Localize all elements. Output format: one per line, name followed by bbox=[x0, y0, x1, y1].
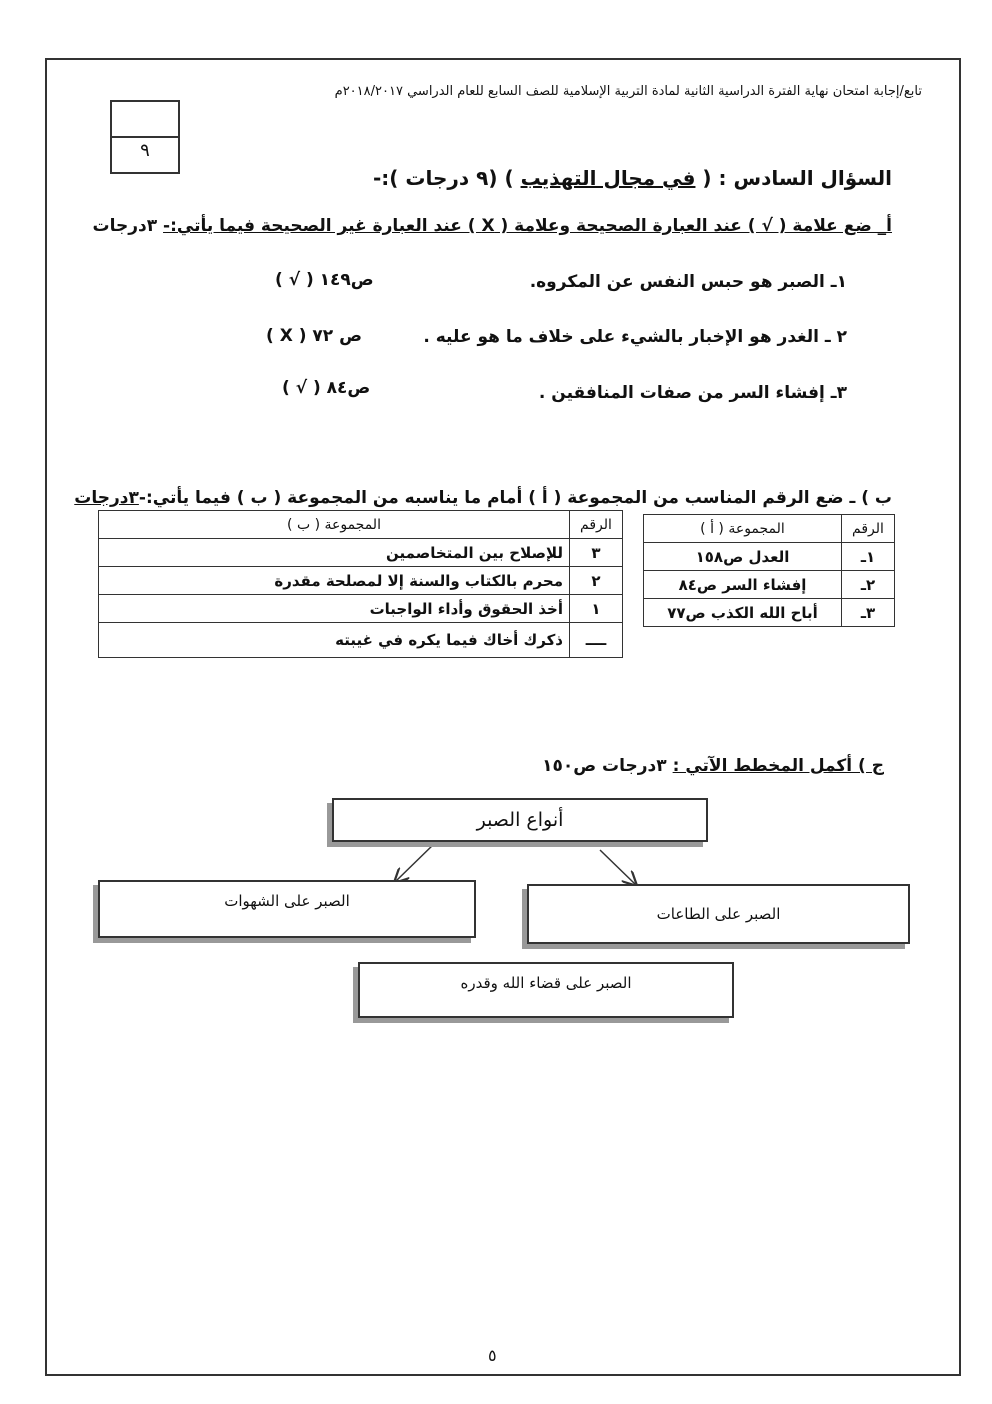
section-b-marks: ٣درجات bbox=[74, 488, 139, 508]
group-b-num: ــــ bbox=[570, 623, 623, 658]
statement-1: ١ـ الصبر هو حبس النفس عن المكروه. bbox=[529, 272, 847, 292]
group-b-item: محرم بالكتاب والسنة إلا لمصلحة مقدرة bbox=[99, 567, 570, 595]
group-a-item: إفشاء السر ص٨٤ bbox=[644, 571, 842, 599]
section-c-marks: ٣درجات ص١٥٠ bbox=[542, 756, 673, 776]
section-a-text: أ_ ضع علامة ( √ ) عند العبارة الصحيحة وعلامة ( X ) عند العبارة غير الصحيحة فيما يأتي:- bbox=[163, 216, 892, 236]
group-b-num: ٣ bbox=[570, 539, 623, 567]
group-b-num: ١ bbox=[570, 595, 623, 623]
group-b-item: أخذ الحقوق وأداء الواجبات bbox=[99, 595, 570, 623]
diagram-right-box bbox=[527, 884, 910, 944]
diagram-root-label: أنواع الصبر bbox=[476, 809, 564, 831]
statement-3: ٣ـ إفشاء السر من صفات المنافقين . bbox=[538, 383, 847, 403]
arrow-to-left-box bbox=[396, 842, 436, 881]
section-b-text: ب ) ـ ضع الرقم المناسب من المجموعة ( أ ) أمام ما يناسبه من المجموعة ( ب ) فيما يأتي:- bbox=[138, 488, 892, 508]
statement-3-answer: ( √ ) ص٨٤ bbox=[282, 378, 371, 398]
section-c-text: ج ) أكمل المخطط الآتي : bbox=[672, 756, 884, 776]
diagram-bottom-label: الصبر على قضاء الله وقدره bbox=[460, 974, 632, 992]
question-title-start: السؤال السادس : ( bbox=[695, 166, 892, 190]
group-b-header-num: الرقم bbox=[570, 511, 623, 539]
group-b-num: ٢ bbox=[570, 567, 623, 595]
question-title-topic: في مجال التهذيب bbox=[520, 166, 696, 190]
group-a-header-title: المجموعة ( أ ) bbox=[644, 515, 842, 543]
statement-2: ٢ ـ الغدر هو الإخبار بالشيء على خلاف ما هو عليه . bbox=[423, 327, 847, 347]
diagram-right-label: الصبر على الطاعات bbox=[656, 905, 781, 923]
diagram-root-box bbox=[332, 798, 708, 842]
diagram-left-label: الصبر على الشهوات bbox=[224, 892, 350, 910]
group-a-num: ٢ـ bbox=[842, 571, 895, 599]
group-b-header-title: المجموعة ( ب ) bbox=[99, 511, 570, 539]
arrow-to-right-box bbox=[600, 850, 635, 884]
group-a-header-num: الرقم bbox=[842, 515, 895, 543]
section-a-marks: ٣درجات bbox=[92, 216, 164, 236]
statement-1-answer: ( √ ) ص١٤٩ bbox=[275, 270, 374, 290]
question-title-end: ) (٩ درجات ):- bbox=[372, 166, 521, 190]
score-value: ٩ bbox=[140, 140, 150, 161]
diagram-bottom-box bbox=[358, 962, 734, 1018]
group-a-num: ١ـ bbox=[842, 543, 895, 571]
group-b-item: ذكرك أخاك فيما يكره في غيبته bbox=[99, 623, 570, 658]
group-a-item: العدل ص١٥٨ bbox=[644, 543, 842, 571]
diagram-left-box bbox=[98, 880, 476, 938]
page-number: ٥ bbox=[488, 1346, 497, 1365]
group-a-num: ٣ـ bbox=[842, 599, 895, 627]
group-b-item: للإصلاح بين المتخاصمين bbox=[99, 539, 570, 567]
statement-2-answer: ( X ) ص ٧٢ bbox=[266, 326, 362, 346]
group-a-item: أباح الله الكذب ص٧٧ bbox=[644, 599, 842, 627]
exam-header: تابع/إجابة امتحان نهاية الفترة الدراسية الثانية لمادة التربية الإسلامية للصف السابع للعام الدراسي ٢٠١٨/٢٠١٧م bbox=[334, 84, 922, 99]
